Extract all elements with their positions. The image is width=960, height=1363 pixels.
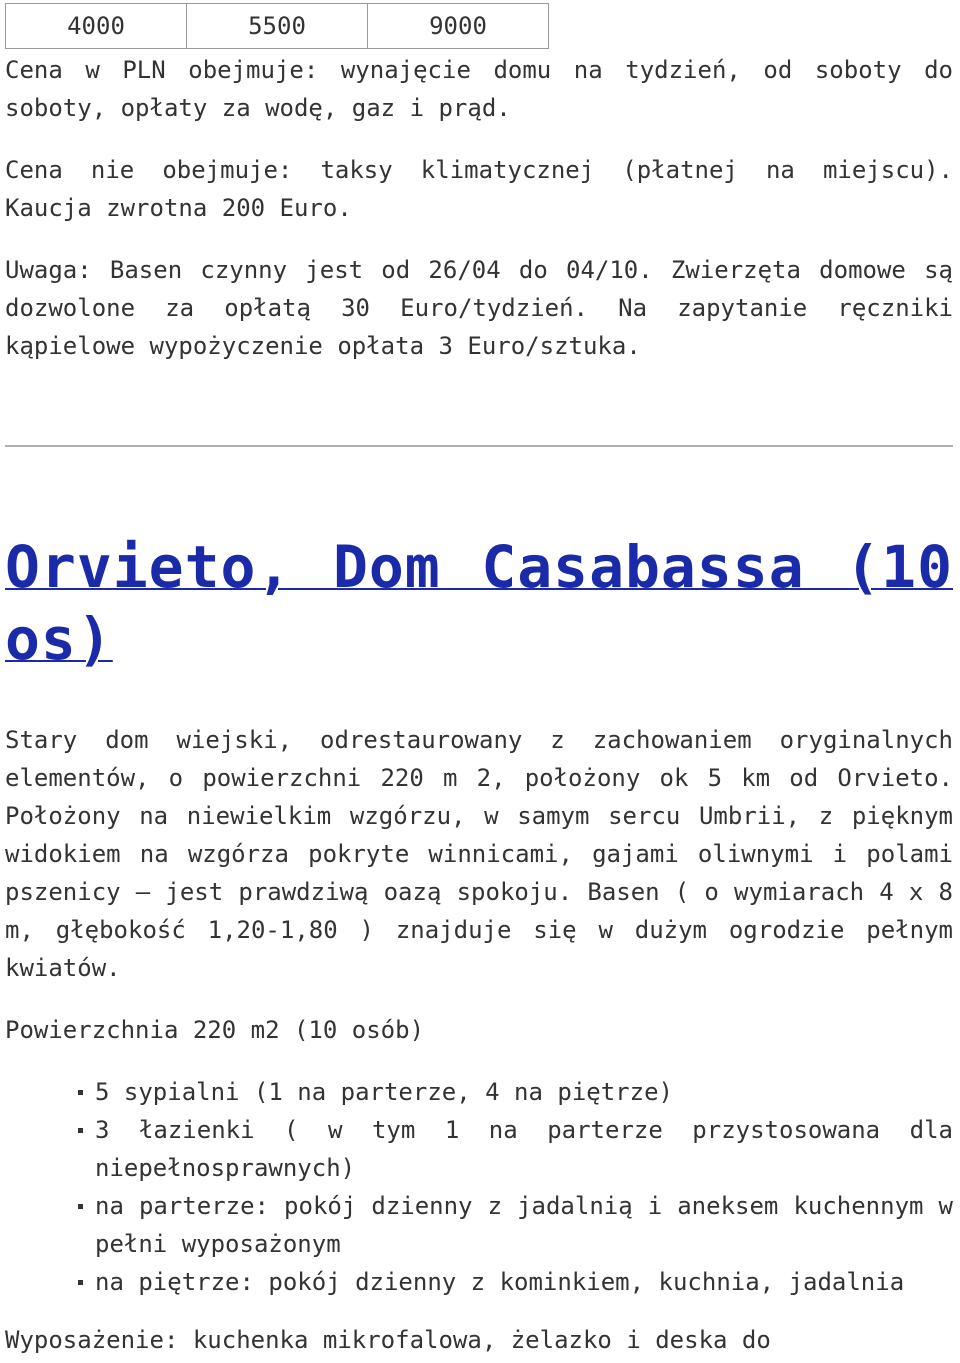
price-table-row — [6, 4, 549, 49]
listing-area: Powierzchnia 220 m2 (10 osób) — [5, 1016, 425, 1044]
section-divider — [5, 445, 953, 447]
list-item: na piętrze: pokój dzienny z kominkiem, kuchnia, jadalnia — [95, 1263, 953, 1301]
equipment-text: Wyposażenie: kuchenka mikrofalowa, żelazko i deska do — [5, 1326, 771, 1354]
list-item: 3 łazienki ( w tym 1 na parterze przystosowana dla niepełnosprawnych) — [95, 1111, 953, 1187]
price-table — [5, 3, 549, 49]
list-item: na parterze: pokój dzienny z jadalnią i aneksem kuchennym w pełni wyposażonym — [95, 1187, 953, 1263]
listing-description: Stary dom wiejski, odrestaurowany z zachowaniem oryginalnych elementów, o powierzchni 220 m 2, położony ok 5 km od Orvieto. Położony na niewielkim wzgórzu, w samym sercu Umbrii, z pięknym widokiem na wzgórza pokryte winnicami, gajami oliwnymi i polami pszenicy – jest prawdziwą oazą spokoju. Basen ( o wymiarach 4 x 8 m, głębokość 1,20-1,80 ) znajduje się w dużym ogrodzie pełnym kwiatów. — [5, 726, 953, 982]
notice-text: Uwaga: Basen czynny jest od 26/04 do 04/10. Zwierzęta domowe są dozwolone za opłatą 30 Euro/tydzień. Na zapytanie ręczniki kąpielowe wypożyczenie opłata 3 Euro/sztuka. — [5, 256, 953, 360]
price-includes-text: Cena w PLN obejmuje: wynajęcie domu na tydzień, od soboty do soboty, opłaty za wodę, gaz i prąd. — [5, 56, 953, 122]
price-cell: 5500 — [187, 4, 368, 49]
listing-title — [5, 531, 953, 675]
price-cell: 9000 — [368, 4, 549, 49]
features-list — [5, 1073, 953, 1301]
document-page — [5, 3, 953, 1359]
list-item: 5 sypialni (1 na parterze, 4 na piętrze) — [95, 1073, 953, 1111]
listing-title-link[interactable]: Orvieto, Dom Casabassa (10 os) — [5, 533, 953, 673]
price-excludes-text: Cena nie obejmuje: taksy klimatycznej (płatnej na miejscu). Kaucja zwrotna 200 Euro. — [5, 156, 953, 222]
price-cell: 4000 — [6, 4, 187, 49]
